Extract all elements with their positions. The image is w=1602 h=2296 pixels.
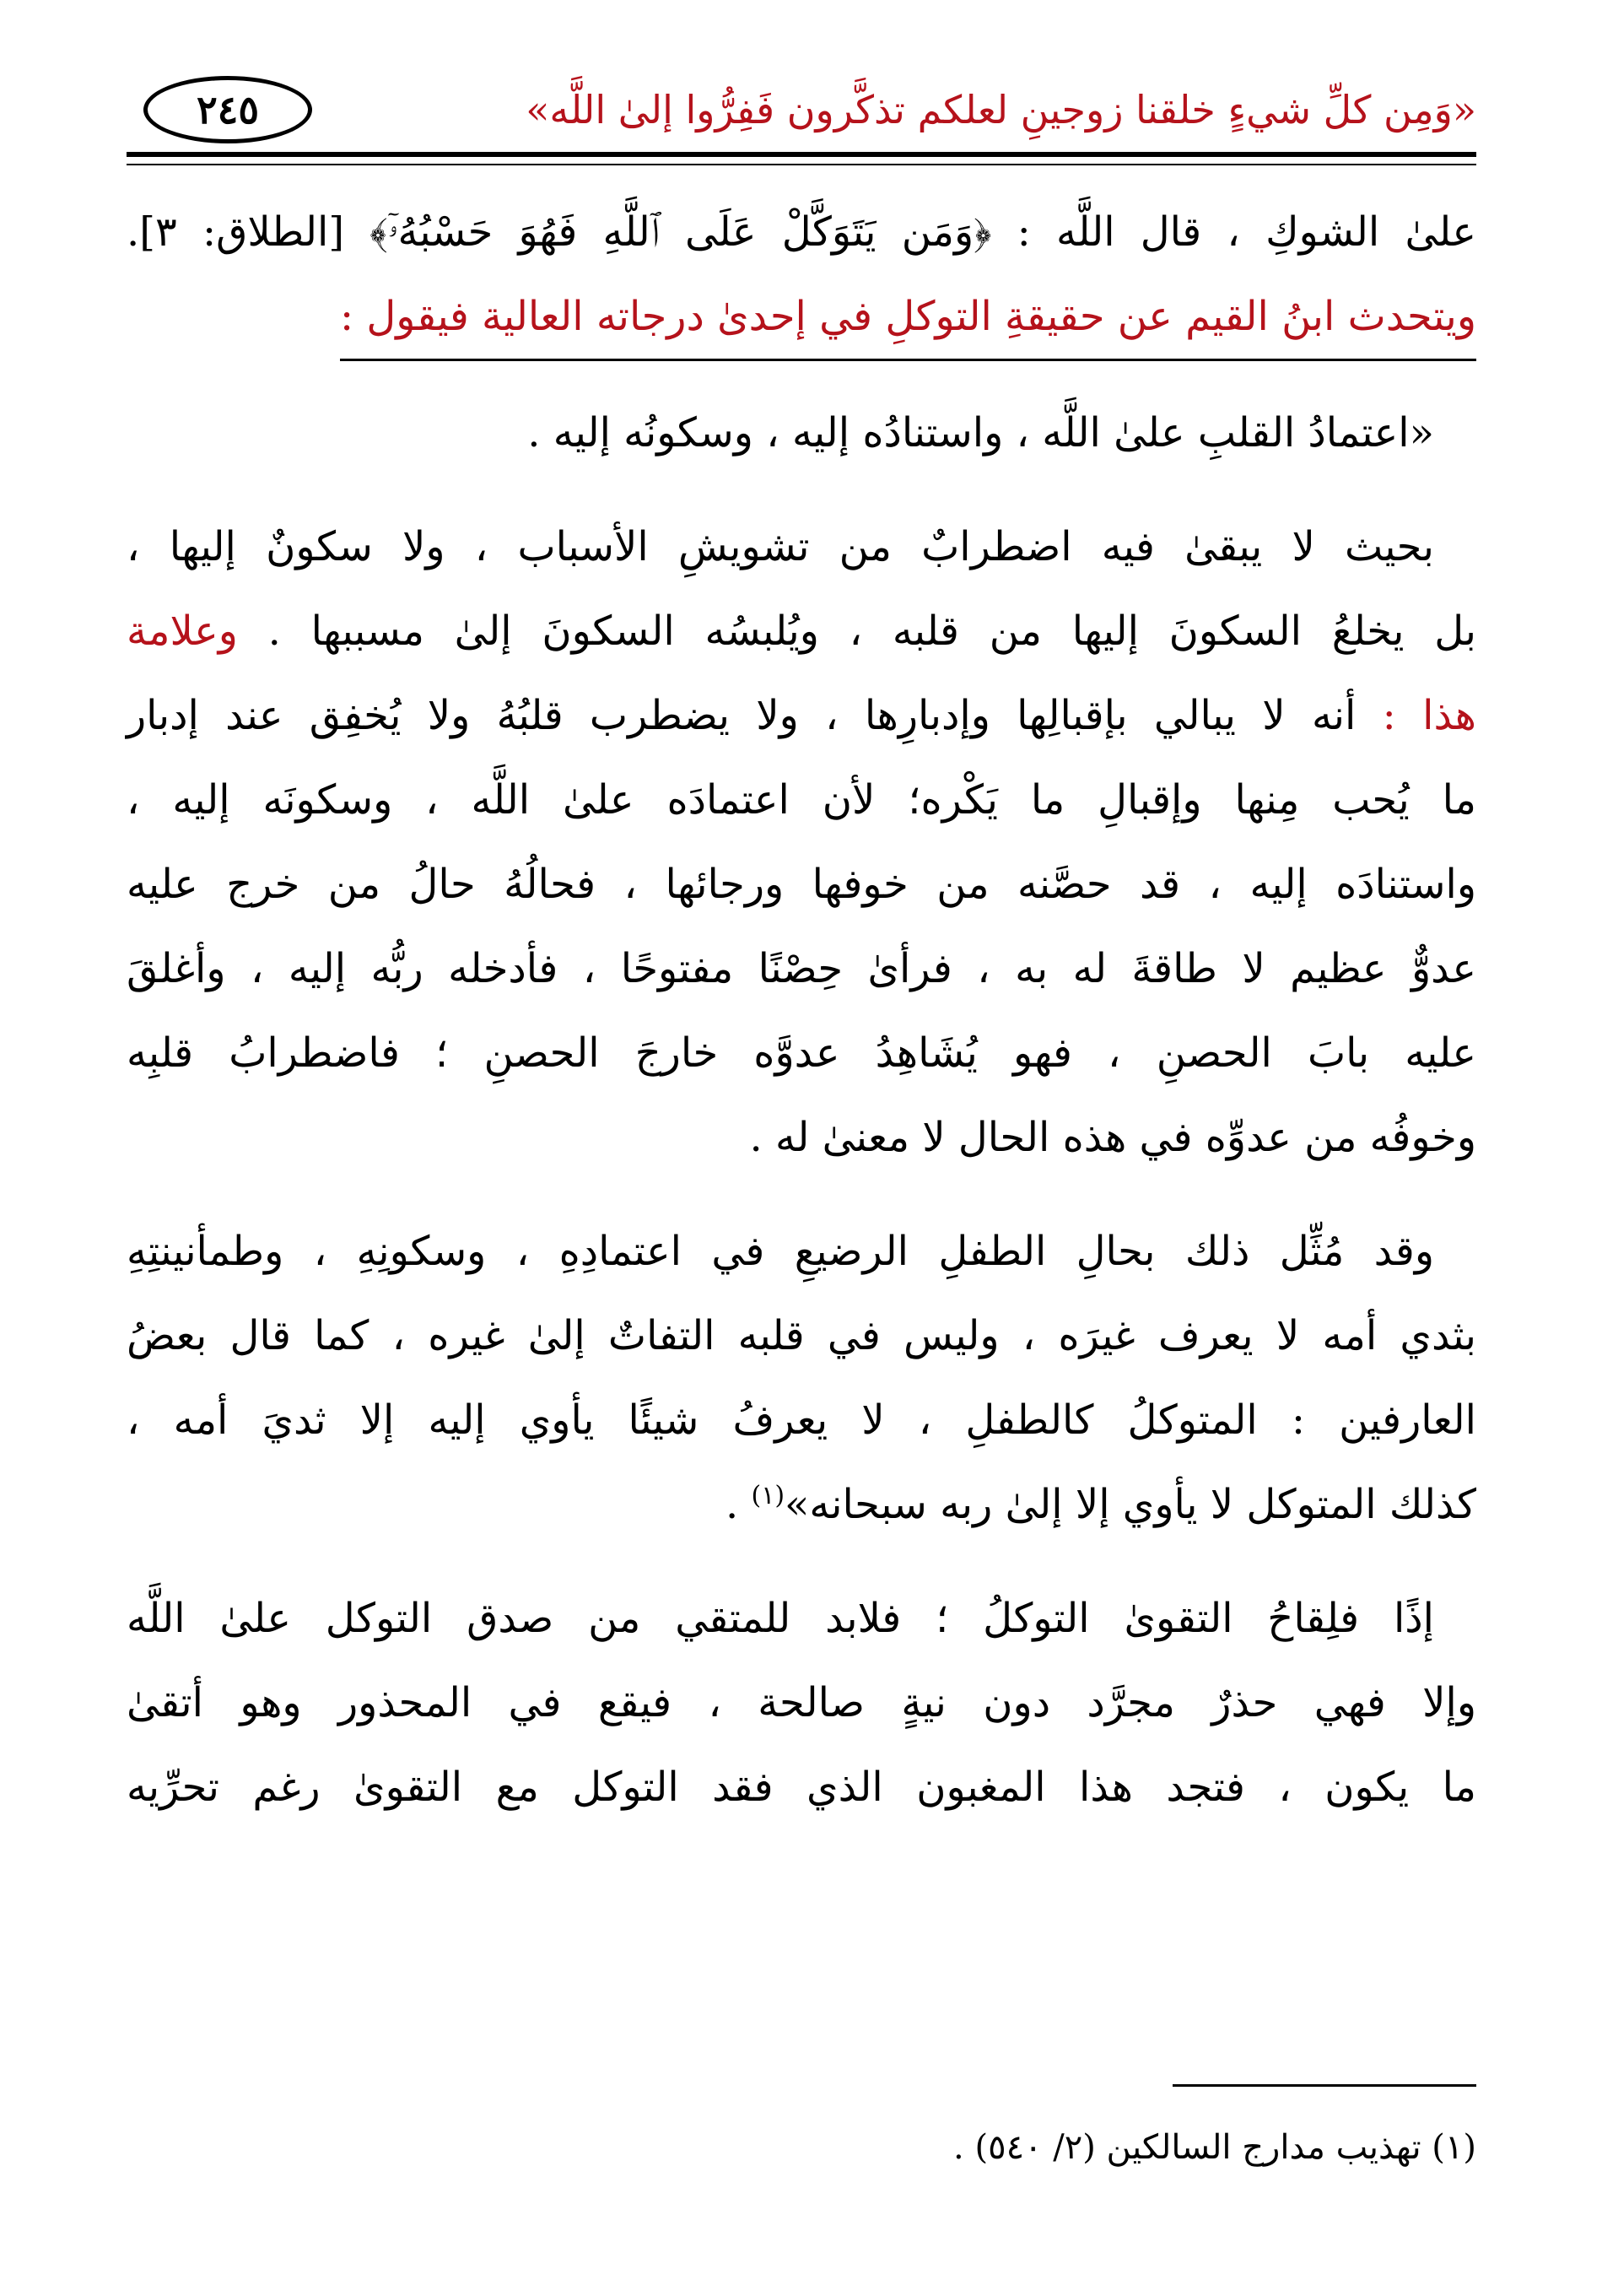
paragraph-line: بحيث لا يبقىٰ فيه اضطرابٌ من تشويشِ الأسباب ، ولا سكونٌ إليها ، (127, 523, 1434, 570)
intro-text: علىٰ الشوكِ ، قال اللَّه : (991, 208, 1476, 256)
footnote-text: (١) تهذيب مدارج السالكين (٢/ ٥٤٠) . (953, 2128, 1476, 2167)
header-divider-thin (127, 164, 1476, 165)
paragraph-text: . (725, 1481, 752, 1528)
page-number-badge: ٢٤٥ (143, 76, 312, 143)
paragraph-line: وقد مُثِّل ذلك بحالِ الطفلِ الرضيعِ في اعتمادِهِ ، وسكونِهِ ، وطمأنينتِهِ (127, 1228, 1434, 1275)
paragraph-line: ما يُحب مِنها وإقبالِ ما يَكْره؛ لأن اعتمادَه علىٰ اللَّه ، وسكونَه إليه ، (127, 776, 1476, 824)
section-subtitle-row (127, 274, 1476, 361)
header-title: «وَمِن كلِّ شيءٍ خلقنا زوجينِ لعلكم تذكَّرون فَفِرُّوا إلىٰ اللَّه» (526, 87, 1476, 132)
paragraph-text: بل يخلعُ السكونَ إليها من قلبه ، ويُلبسُه السكونَ إلىٰ مسببها . (267, 608, 1476, 655)
footnote-reference: (١) (751, 1481, 785, 1510)
footnote-divider (1173, 2084, 1476, 2087)
paragraph-line (127, 1462, 1476, 1547)
quran-verse: ﴿وَمَن يَتَوَكَّلْ عَلَى ٱللَّهِ فَهُوَ حَسْبُهُۥٓ﴾ (369, 208, 992, 256)
paragraph-text: أنه لا يبالي بإقبالِها وإدبارِها ، ولا يضطرب قلبُهُ ولا يُخفِق عند إدبار (127, 692, 1357, 739)
header-divider-thick (127, 152, 1476, 157)
verse-citation: [الطلاق: ٣]. (127, 208, 370, 256)
paragraph-text: كذلك المتوكل لا يأوي إلا إلىٰ ربه سبحانه» (785, 1481, 1476, 1528)
quote-opening: «اعتمادُ القلبِ علىٰ اللَّه ، واستنادُه إليه ، وسكونُه إليه . (527, 409, 1434, 456)
paragraph-2 (127, 1209, 1476, 1547)
paragraph-line: وخوفُه من عدوِّه في هذه الحال لا معنىٰ له . (749, 1114, 1476, 1161)
paragraph-line: إذًا فلِقاحُ التقوىٰ التوكلُ ؛ فلابد للمتقي من صدق التوكل علىٰ اللَّه (127, 1595, 1434, 1642)
intro-line (127, 190, 1476, 274)
paragraph-line: واستنادَه إليه ، قد حصَّنه من خوفها ورجائها ، فحالُهُ حالُ من خرج عليه (127, 861, 1476, 908)
book-page (127, 42, 1476, 2253)
paragraph-line: ما يكون ، فتجد هذا المغبون الذي فقد التوكل مع التقوىٰ رغم تحرِّيه (127, 1764, 1477, 1811)
page-body (127, 190, 1476, 1829)
paragraph-line: وإلا فهي حذرٌ مجرَّد دون نيةٍ صالحة ، فيقع في المحذور وهو أتقىٰ (127, 1679, 1476, 1726)
highlight-term: هذا : (1382, 692, 1476, 739)
paragraph-line (127, 673, 1476, 758)
paragraph-1 (127, 505, 1476, 1180)
paragraph-line: عليه بابَ الحصنِ ، فهو يُشَاهِدُ عدوَّه خارجَ الحصنِ ؛ فاضطرابُ قلبِه (127, 1029, 1476, 1077)
paragraph-line: العارفين : المتوكلُ كالطفلِ ، لا يعرفُ شيئًا يأوي إليه إلا ثديَ أمه ، (127, 1397, 1476, 1444)
paragraph-line: عدوٌّ عظيم لا طاقةَ له به ، فرأىٰ حِصْنًا مفتوحًا ، فأدخله ربُّه إليه ، وأغلقَ (127, 945, 1477, 992)
running-header (127, 68, 1476, 152)
highlight-term: وعلامة (127, 608, 238, 655)
paragraph-line: بثدي أمه لا يعرف غيرَه ، وليس في قلبه التفاتٌ إلىٰ غيره ، كما قال بعضُ (127, 1312, 1476, 1359)
section-subtitle: ويتحدث ابنُ القيم عن حقيقةِ التوكلِ في إحدىٰ درجاته العالية فيقول : (340, 274, 1476, 361)
paragraph-3 (127, 1576, 1476, 1829)
paragraph-line (127, 589, 1476, 673)
